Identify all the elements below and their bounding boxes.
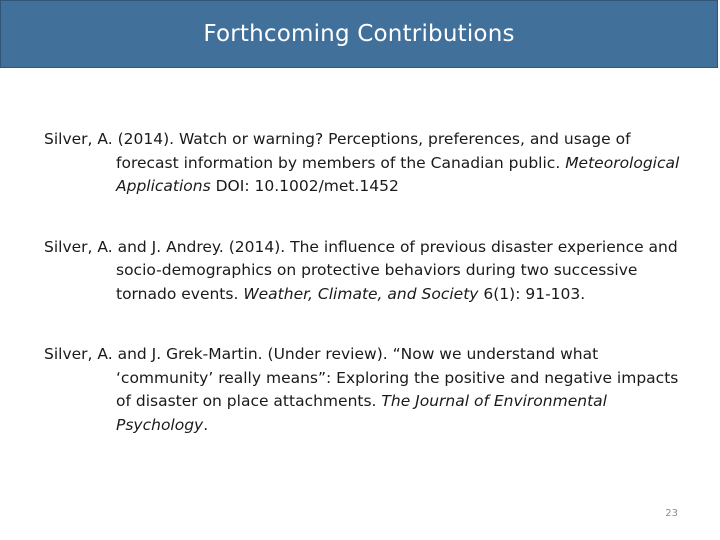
reference-text: Silver, A. (2014). Watch or warning? Perceptions, preferences, and usage of forecast information by members of the Canadian public. (44, 130, 631, 172)
reference-text: . (203, 415, 209, 434)
journal-title: Meteorological Applications (116, 153, 680, 195)
reference-text: Silver, A. and J. Grek-Martin. (Under review). “Now we understand what ‘community’ really means”: Exploring the positive and negative impacts of disaster on place attachments. (44, 345, 679, 410)
reference-text: Silver, A. and J. Andrey. (2014). The influence of previous disaster experience and socio-demographics on protective behaviors during two successive tornado events. (44, 237, 678, 303)
reference-list (44, 128, 684, 474)
reference-text: 6(1): 91-103. (478, 284, 586, 303)
reference-text: DOI: 10.1002/met.1452 (210, 177, 399, 195)
page-title: Forthcoming Contributions (203, 21, 515, 47)
journal-title: The Journal of Environmental Psychology (116, 392, 607, 434)
page-number: 23 (665, 508, 678, 519)
title-bar (0, 0, 718, 68)
journal-title: Weather, Climate, and Society (243, 284, 479, 303)
reference-item-2 (44, 236, 684, 307)
reference-item-1 (44, 128, 684, 199)
reference-item-3 (44, 343, 684, 437)
